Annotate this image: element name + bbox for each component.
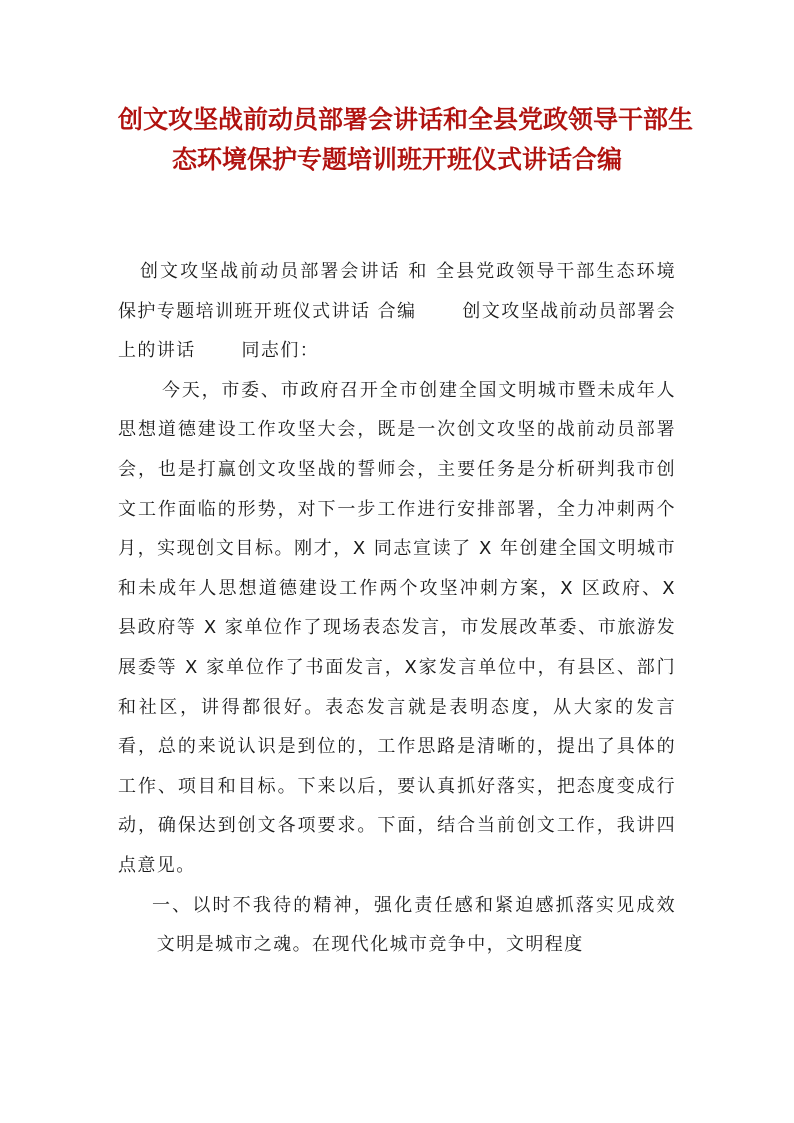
paragraph-opening-remarks: 今天，市委、市政府召开全市创建全国文明城市暨未成年人思想道德建设工作攻坚大会，既是一次创文攻坚的战前动员部署会，也是打赢创文攻坚战的誓师会，主要任务是分析研判我市创文工作面临的形势，对下一步工作进行安排部署，全力冲刺两个月，实现创文目标。刚才，X 同志宣读了 X 年创建全国文明城市和未成年人思想道德建设工作两个攻坚冲刺方案，X 区政府、X 县政府等 X 家单位作了现场表态发言，市发展改革委、市旅游发展委等 X 家单位作了书面发言，X家发言单位中，有县区、部门和社区，讲得都很好。表态发言就是表明态度，从大家的发言看，总的来说认识是到位的，工作思路是清晰的，提出了具体的工作、项目和目标。下来以后，要认真抓好落实，把态度变成行动，确保达到创文各项要求。下面，结合当前创文工作，我讲四点意见。 [118,379,676,876]
paragraph-section-one: 一、以时不我待的精神，强化责任感和紧迫感抓落实见成效 文明是城市之魂。在现代化城市竞争中，文明程度 [118,894,676,956]
paragraph-intro: 创文攻坚战前动员部署会讲话 和 全县党政领导干部生态环境保护专题培训班开班仪式讲话 合编 创文攻坚战前动员部署会上的讲话 同志们： [118,261,676,362]
title-line-2: 态环境保护专题培训班开班仪式讲话合编 [171,145,622,174]
document-body [118,252,676,965]
title-line-1: 创文攻坚战前动员部署会讲话和全县党政领导干部生 [118,105,694,134]
document-title [118,100,694,180]
